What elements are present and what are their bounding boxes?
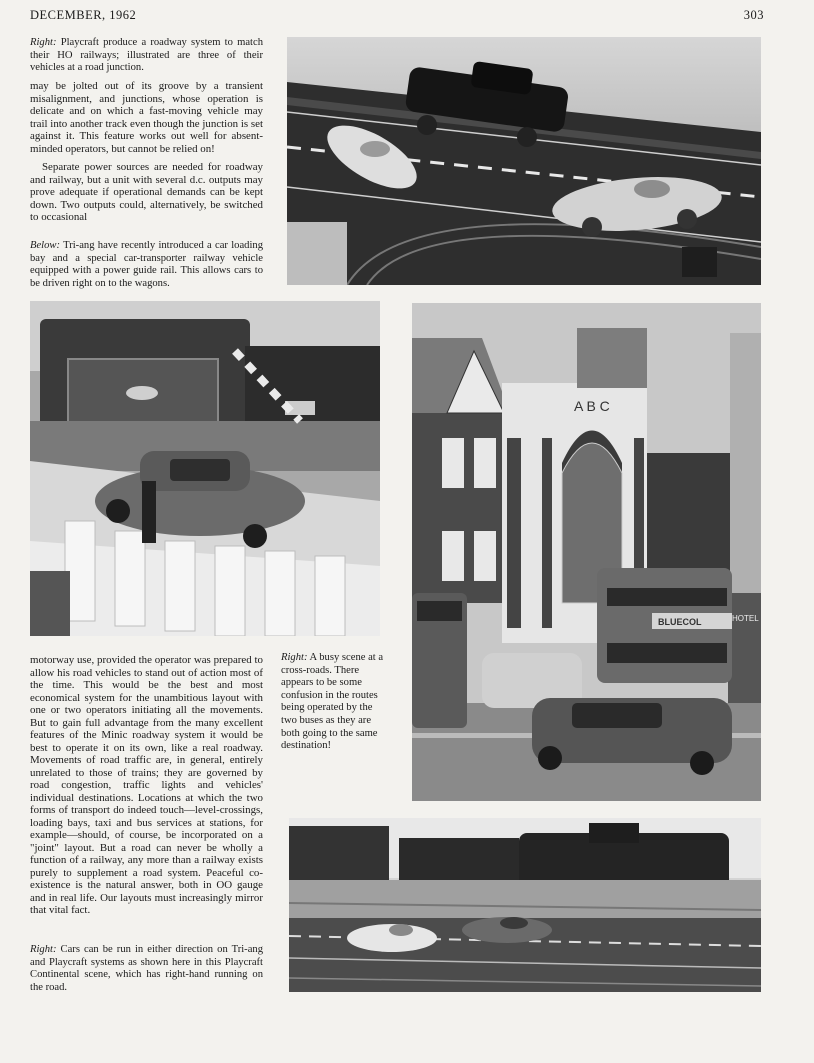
cinema-sign: A B C bbox=[574, 398, 610, 414]
caption-lead: Right: bbox=[30, 944, 57, 955]
caption-continental-scene bbox=[30, 944, 263, 994]
article-column-bottom bbox=[30, 654, 263, 917]
article-column-top bbox=[30, 80, 263, 224]
caption-lead: Right: bbox=[30, 37, 57, 48]
caption-lead: Below: bbox=[30, 240, 61, 251]
photo-road-junction bbox=[287, 37, 761, 285]
article-paragraph: motorway use, provided the operator was prepared to allow his road vehicles to stand out of action most of the time. This would be the best and most economical system for the unambitious layout with one or two operators initiating all the movements. But to gain full advantage from the many excellent features of the Minic roadway system it would be best to operate it on its own, like a real roadway. Movements of road traffic are, in general, entirely unrelated to those of trains; they are governed by road congestion, traffic lights and vehicles' individual destinations. Locations at which the two forms of transport do indeed touch—level-crossings, loading bays, taxi and bus services at stations, for example—should, of course, be incorporated on a "joint" layout. But a road can never be wholly a function of a railway, any more than a railway exists purely to supplement a road system. Peaceful co-existence is the natural answer, both in OO gauge and in real life. Our layouts must increasingly mirror that vital fact. bbox=[30, 654, 263, 916]
hotel-sign: HOTEL bbox=[732, 614, 759, 623]
caption-crossroads bbox=[281, 652, 388, 753]
caption-lead: Right: bbox=[281, 652, 308, 663]
photo-crossroads bbox=[412, 303, 761, 801]
photo-continental-scene bbox=[289, 818, 761, 992]
page-number: 303 bbox=[743, 8, 764, 22]
bus-advert: BLUECOL bbox=[658, 617, 702, 627]
article-paragraph: Separate power sources are needed for roadway and railway, but a unit with several d.c. outputs may prove adequate if operational demands can be kept down. Two outputs could, alternatively, be switched to occasional bbox=[30, 161, 263, 223]
article-paragraph: may be jolted out of its groove by a transient misalignment, and junctions, whose operation is delicate and on which a fast-moving vehicle may trail into another track even though the junction is set against it. This feature works out well for absent-minded operators, but cannot be relied on! bbox=[30, 80, 263, 155]
caption-text: Tri-ang have recently introduced a car loading bay and a special car-transporter railway vehicle equipped with a power guide rail. This allows cars to be driven right on to the wagons. bbox=[30, 240, 263, 289]
issue-date: DECEMBER, 1962 bbox=[30, 8, 137, 22]
caption-roadway-junction bbox=[30, 37, 263, 75]
caption-car-loading-bay bbox=[30, 240, 263, 290]
photo-car-loading-bay bbox=[30, 301, 380, 636]
caption-text: Playcraft produce a roadway system to match their HO railways; illustrated are three of their vehicles at a road junction. bbox=[30, 37, 263, 74]
caption-text: Cars can be run in either direction on Tri-ang and Playcraft systems as shown here in this Playcraft Continental scene, which has right-hand running on the road. bbox=[30, 944, 263, 993]
caption-text: A busy scene at a cross-roads. There appears to be some confusion in the routes being operated by the two buses as they are both going to the same destination! bbox=[281, 652, 384, 752]
